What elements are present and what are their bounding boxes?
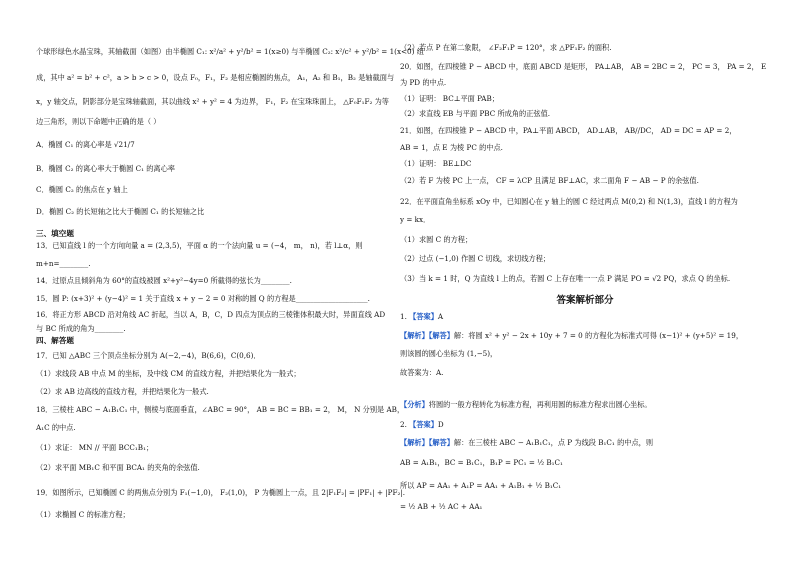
- answer-2-equation-3: = ½ AB + ½ AC + AA₁: [400, 502, 483, 511]
- answer-2-equation-1: AB = A₁B₁，BC = B₁C₁，B₁P = PC₁ = ½ B₁C₁: [400, 458, 563, 467]
- answer-1-explanation-line-3: 故答案为：A.: [400, 368, 444, 377]
- answer-1-line: [400, 312, 443, 321]
- question-18: 18．三棱柱 ABC − A₁B₁C₁ 中，侧棱与底面垂直，∠ABC = 90°， AB = BC = BB₁ = 2， M， N 分别是 AB，: [36, 405, 405, 414]
- answer-2-value: D: [437, 420, 444, 429]
- answer-1-analysis-text: 将圆的一般方程转化为标准方程，再利用圆的标准方程求出圆心坐标。: [428, 400, 652, 409]
- answer-section-title: 答案解析部分: [556, 295, 614, 306]
- answer-1-value: A: [437, 312, 444, 321]
- answer-1-analysis: [400, 400, 652, 409]
- question-12-line: 成，其中 a² = b² + c²，a > b > c > 0，设点 F₀，F₁，F₂ 是相应椭圆的焦点， A₁，A₂ 和 B₁，B₂ 是轴截面与: [36, 73, 395, 82]
- answer-2-explanation-text: 解：在三棱柱 ABC − A₁B₁C₁，点 P 为线段 B₁C₁ 的中点，则: [453, 438, 654, 447]
- question-17-part-1: （1）求线段 AB 中点 M 的坐标，及中线 CM 的直线方程，并把结果化为一般式；: [36, 369, 301, 378]
- question-12-line: x，y 轴交点，阴影部分是宝珠轴截面，其以曲线 x² + y² = 4 为边界， F₁，F₂ 在宝珠珠面上， △F₀F₁F₂ 为等: [36, 97, 389, 106]
- question-18-continued: A₁C 的中点.: [36, 423, 76, 432]
- question-19-part-1: （1）求椭圆 C 的标准方程；: [36, 510, 130, 519]
- question-20-part-1: （1）证明： BC⊥平面 PAB；: [400, 94, 499, 103]
- answer-1-number: 1.: [400, 312, 407, 321]
- question-20-part-2: （2）求直线 EB 与平面 PBC 所成角的正弦值.: [400, 109, 551, 118]
- question-20: 20．如图，在四棱锥 P − ABCD 中，底面 ABCD 是矩形， PA⊥AB， AB = 2BC = 2， PC = 3， PA = 2， E: [400, 62, 767, 71]
- answer-2-line: [400, 420, 444, 429]
- section-solutions-heading: 四、解答题: [36, 336, 74, 345]
- answer-1-explanation-text: 解：将圆 x² + y² − 2x + 10y + 7 = 0 的方程化为标准式可得 (x−1)² + (y+5)² = 19，: [453, 331, 744, 340]
- answer-1-analysis-tag: 【分析】: [400, 400, 429, 409]
- answer-2-number: 2.: [400, 420, 407, 429]
- answer-1-explanation-line-2: 则该圆的圆心坐标为 (1,−5)，: [400, 349, 498, 358]
- question-12-line: A．椭圆 C₁ 的离心率是 √21/7: [36, 140, 135, 149]
- question-21-part-1: （1）证明： BE⊥DC: [400, 159, 472, 168]
- question-22-part-3: （3）当 k = 1 时，Q 为直线 l 上的点，若圆 C 上存在唯一一点 P 满足 PO = √2 PQ，求点 Q 的坐标.: [400, 274, 731, 283]
- question-12-line: 边三角形，则以下命题中正确的是（ ）: [36, 117, 161, 126]
- question-17-part-2: （2）求 AB 边高线的直线方程，并把结果化为一般式.: [36, 387, 209, 396]
- answer-2-equation-2: 所以 AP = AA₁ + A₁P = AA₁ + A₁B₁ + ½ B₁C₁: [400, 481, 562, 490]
- question-16: 16．将正方形 ABCD 沿对角线 AC 折起，当以 A，B，C，D 四点为顶点的三棱锥体积最大时，异面直线 AD: [36, 310, 386, 319]
- question-13-answer-line: m+n=________.: [36, 259, 91, 268]
- question-15: 15．圆 P: (x+3)² + (y−4)² = 1 关于直线 x + y − 2 = 0 对称的圆 Q 的方程是____________________.: [36, 294, 370, 303]
- section-fill-blank-heading: 三、填空题: [36, 229, 74, 238]
- question-17: 17．已知 △ABC 三个顶点坐标分别为 A(−2,−4)，B(6,6)，C(0,6)．: [36, 351, 261, 360]
- question-22-part-1: （1）求圆 C 的方程；: [400, 235, 473, 244]
- question-12-line: D．椭圆 C₂ 的长短轴之比大于椭圆 C₁ 的长短轴之比: [36, 207, 205, 216]
- answer-2-tag: 【答案】: [409, 420, 438, 429]
- question-19-part-2: （2）若点 P 在第二象限， ∠F₂F₁P = 120°，求 △PF₁F₂ 的面积.: [400, 43, 612, 52]
- answer-2-explanation-tag: 【解析】【解答】: [400, 438, 454, 447]
- question-12-line: B．椭圆 C₂ 的离心率大于椭圆 C₁ 的离心率: [36, 164, 175, 173]
- question-19: 19．如图所示，已知椭圆 C 的两焦点分别为 F₁(−1,0)， F₂(1,0)， P 为椭圆上一点，且 2|F₁F₂| = |PF₁| + |PF₂|.: [36, 488, 406, 497]
- question-18-part-2: （2）求平面 MB₁C 和平面 BCA₁ 的夹角的余弦值.: [36, 463, 200, 472]
- question-14: 14．过原点且倾斜角为 60°的直线被圆 x²+y²−4y=0 所截得的弦长为________.: [36, 276, 292, 285]
- question-13: 13．已知直线 l 的一个方向向量 a = (2,3,5)，平面 α 的一个法向量 u = (−4， m， n)，若 l⊥α，则: [36, 241, 363, 250]
- question-21: 21．如图，在四棱锥 P − ABCD 中，PA⊥平面 ABCD， AD⊥AB， AB//DC， AD = DC = AP = 2，: [400, 126, 737, 135]
- answer-2-explanation: [400, 438, 653, 447]
- question-22-part-2: （2）过点 (−1,0) 作圆 C 切线，求切线方程；: [400, 254, 551, 263]
- answer-1-explanation-tag: 【解析】【解答】: [400, 331, 454, 340]
- answer-1-explanation: [400, 331, 743, 340]
- question-18-part-1: （1）求证： MN // 平面 BCC₁B₁；: [36, 443, 154, 452]
- question-12-line: 个球形绿色水晶宝珠，其轴截面（如图）由半椭圆 C₁: x²/a² + y²/b² = 1(x≥0) 与半椭圆 C₂: x²/c² + y²/b² = 1(x<0) 组: [36, 47, 424, 56]
- question-21-part-2: （2）若 F 为棱 PC 上一点， CF = λCP 且满足 BF⊥AC，求二面角 F − AB − P 的余弦值.: [400, 176, 699, 185]
- question-21-continued: AB = 1，点 E 为棱 PC 的中点.: [400, 143, 503, 152]
- question-22: 22．在平面直角坐标系 xOy 中，已知圆心在 y 轴上的圆 C 经过两点 M(0,2) 和 N(1,3)，直线 l 的方程为: [400, 197, 738, 206]
- answer-1-tag: 【答案】: [409, 312, 438, 321]
- question-12-line: C．椭圆 C₂ 的焦点在 y 轴上: [36, 185, 128, 194]
- question-22-continued: y = kx．: [400, 215, 431, 224]
- question-20-continued: 为 PD 的中点.: [400, 78, 447, 87]
- question-16-continued: 与 BC 所成的角为________.: [36, 324, 126, 333]
